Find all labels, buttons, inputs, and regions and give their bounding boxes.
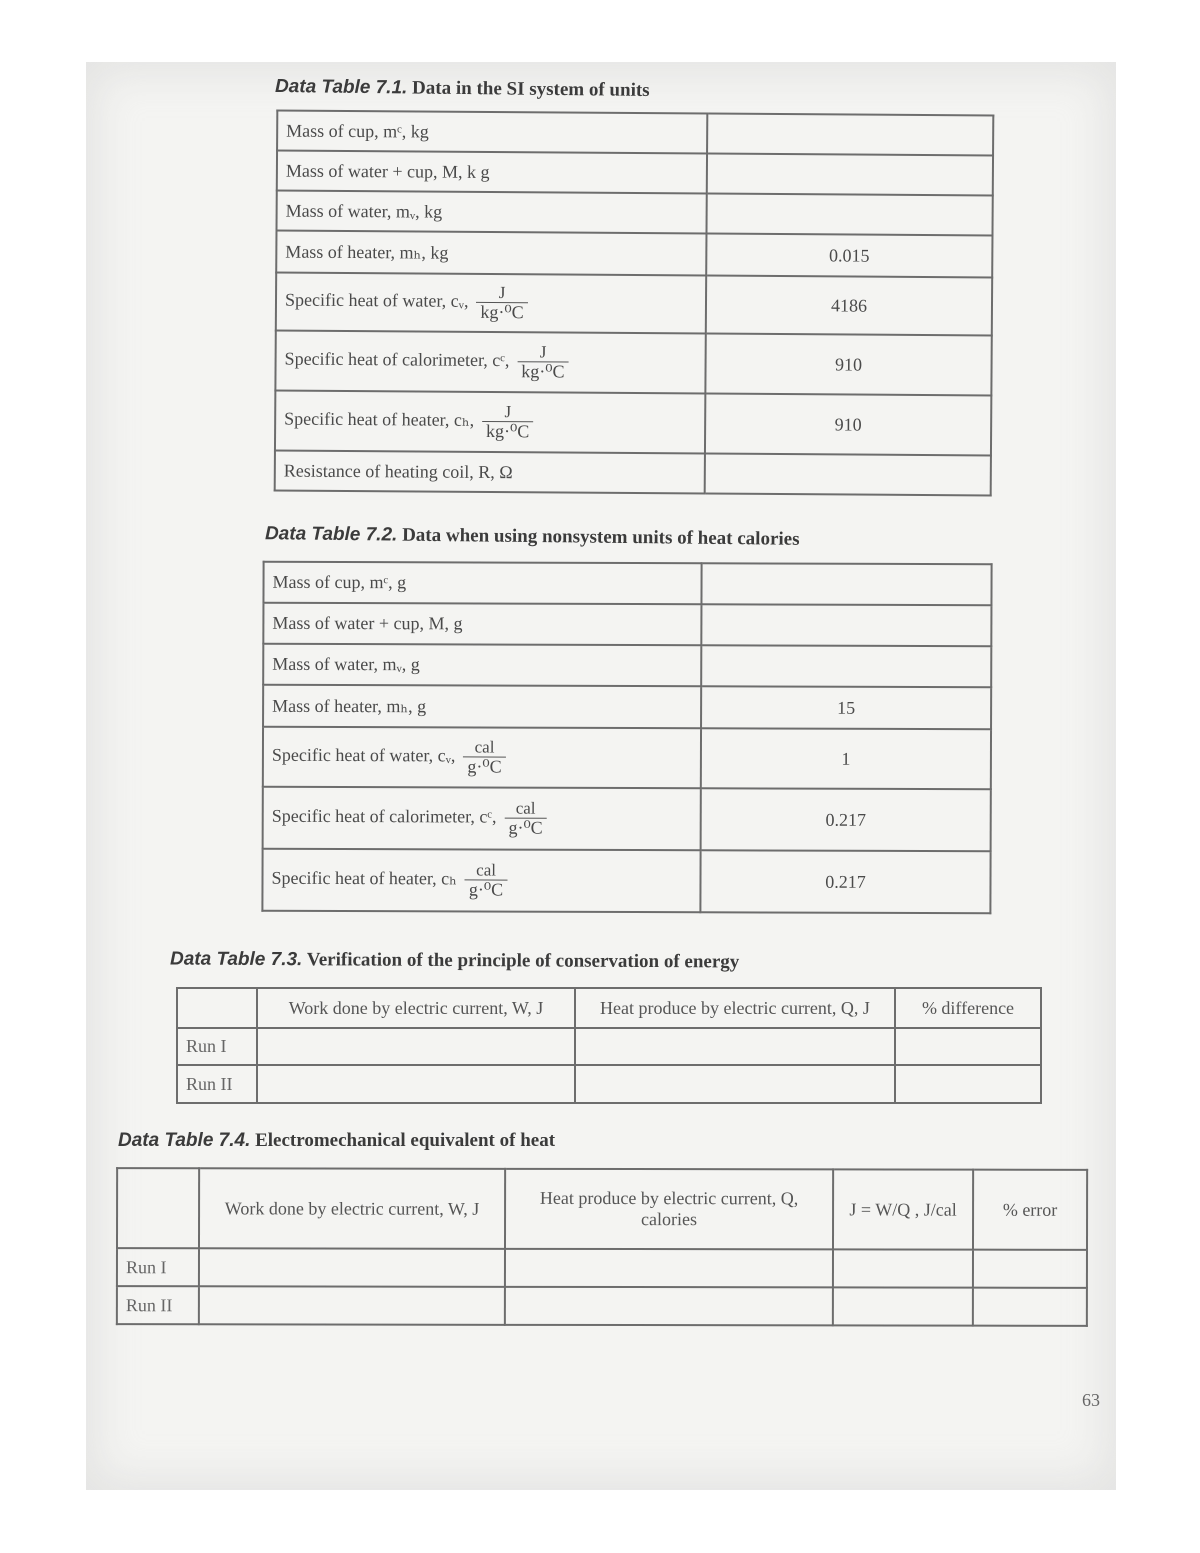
unit-denominator: g·⁰C	[468, 879, 504, 900]
unit-fraction	[504, 800, 546, 838]
empty-cell	[973, 1288, 1087, 1326]
table4-caption-lead: Data Table 7.4.	[118, 1130, 251, 1151]
row-label: Specific heat of water, cᵥ,	[284, 289, 469, 311]
row-label: Mass of heater, mₕ, g	[263, 685, 701, 729]
row-label-cell	[263, 787, 701, 851]
table1-caption	[275, 76, 650, 102]
table-row	[263, 603, 991, 647]
unit-fraction	[463, 739, 505, 777]
table-row	[275, 450, 991, 495]
header-cell: Work done by electric current, W, J	[257, 988, 575, 1028]
unit-numerator: cal	[504, 800, 546, 819]
header-cell	[177, 988, 257, 1028]
table2-caption-rest: Data when using nonsystem units of heat calories	[397, 524, 800, 550]
run-label: Run II	[117, 1286, 199, 1324]
empty-cell	[895, 1028, 1041, 1065]
table-row	[263, 727, 991, 790]
empty-cell	[199, 1248, 505, 1287]
empty-cell	[257, 1065, 575, 1103]
table3-caption-lead: Data Table 7.3.	[169, 948, 303, 971]
unit-numerator: J	[482, 403, 533, 422]
table-row	[263, 562, 991, 606]
row-value: 910	[705, 334, 991, 396]
unit-denominator: kg·⁰C	[486, 420, 530, 442]
page-number: 63	[1082, 1390, 1100, 1410]
table1	[274, 109, 995, 496]
row-value: 1	[701, 728, 991, 789]
header-cell: Heat produce by electric current, Q, calories	[505, 1169, 833, 1250]
row-label: Specific heat of calorimeter, cᶜ,	[284, 348, 510, 371]
row-label: Specific heat of calorimeter, cᶜ,	[271, 805, 497, 827]
unit-fraction	[517, 343, 568, 381]
unit-fraction	[465, 862, 507, 900]
table-row	[177, 1065, 1041, 1103]
row-label-cell	[275, 330, 705, 393]
row-label: Mass of water + cup, M, k g	[277, 151, 707, 194]
row-value	[707, 154, 993, 196]
header-cell: % difference	[895, 988, 1041, 1028]
row-value: 0.015	[706, 234, 992, 278]
row-label: Specific heat of heater, cₕ,	[284, 408, 475, 431]
table-row	[117, 1248, 1087, 1288]
empty-cell	[833, 1287, 973, 1325]
unit-denominator: kg·⁰C	[480, 301, 524, 323]
table-row	[276, 273, 992, 336]
empty-cell	[895, 1065, 1041, 1103]
table3	[176, 987, 1042, 1104]
unit-denominator: g·⁰C	[508, 817, 543, 838]
table4	[116, 1167, 1088, 1327]
table-row	[263, 787, 991, 852]
empty-cell	[575, 1065, 895, 1103]
table-row	[263, 685, 991, 730]
row-label: Specific heat of heater, cₕ	[271, 867, 458, 889]
row-value: 4186	[706, 276, 992, 336]
row-label: Mass of heater, mₕ, kg	[276, 231, 706, 276]
table-row	[262, 849, 990, 914]
header-cell: Heat produce by electric current, Q, J	[575, 988, 895, 1028]
table-row	[277, 151, 993, 196]
empty-cell	[505, 1249, 833, 1288]
row-label: Resistance of heating coil, R, Ω	[275, 450, 705, 493]
table2	[261, 561, 992, 915]
row-value	[705, 453, 991, 495]
table4-caption	[118, 1130, 555, 1152]
unit-fraction	[476, 284, 527, 322]
header-cell: J = W/Q , J/cal	[833, 1169, 973, 1249]
row-label-cell	[262, 849, 700, 913]
run-label: Run I	[117, 1248, 199, 1286]
run-label: Run II	[177, 1065, 257, 1103]
empty-cell	[575, 1028, 895, 1065]
unit-denominator: g·⁰C	[467, 756, 502, 777]
row-label: Mass of water, mᵥ, kg	[276, 191, 706, 234]
table-row	[263, 644, 991, 688]
header-cell: Work done by electric current, W, J	[199, 1168, 505, 1249]
unit-fraction	[482, 403, 533, 441]
empty-cell	[505, 1287, 833, 1326]
row-value: 0.217	[700, 850, 990, 913]
run-label: Run I	[177, 1028, 257, 1065]
row-value	[701, 563, 991, 605]
empty-cell	[257, 1028, 575, 1065]
unit-numerator: cal	[463, 739, 505, 758]
row-label-cell	[275, 390, 705, 453]
row-label: Specific heat of water, cᵥ,	[271, 744, 456, 766]
table3-caption	[170, 949, 739, 974]
empty-cell	[833, 1249, 973, 1287]
table-header-row	[177, 988, 1041, 1028]
table-row	[276, 191, 992, 236]
table4-caption-rest: Electromechanical equivalent of heat	[250, 1130, 556, 1151]
row-label: Mass of water + cup, M, g	[263, 603, 701, 646]
unit-denominator: kg·⁰C	[521, 361, 565, 382]
table-header-row	[117, 1168, 1087, 1250]
table-row	[117, 1286, 1087, 1326]
row-value	[707, 114, 993, 156]
table-row	[177, 1028, 1041, 1065]
row-label-cell	[276, 273, 706, 334]
table2-caption-lead: Data Table 7.2.	[264, 523, 398, 546]
unit-numerator: J	[476, 284, 527, 303]
empty-cell	[973, 1250, 1087, 1288]
row-value	[701, 645, 991, 687]
table1-caption-rest: Data in the SI system of units	[407, 77, 650, 101]
row-value	[706, 194, 992, 236]
header-cell: % error	[973, 1170, 1087, 1250]
table3-caption-rest: Verification of the principle of conservation of energy	[302, 949, 740, 973]
header-cell	[117, 1168, 199, 1248]
row-label: Mass of cup, mᶜ, g	[263, 562, 701, 605]
table-row	[276, 231, 992, 278]
row-value: 15	[701, 686, 991, 729]
table1-caption-lead: Data Table 7.1.	[274, 76, 408, 99]
row-value	[701, 604, 991, 646]
unit-numerator: cal	[465, 862, 507, 881]
table-row	[277, 111, 993, 156]
unit-numerator: J	[517, 343, 568, 362]
row-value: 0.217	[701, 788, 991, 851]
row-label: Mass of water, mᵥ, g	[263, 644, 701, 687]
row-value: 910	[705, 394, 991, 456]
table-row	[275, 330, 991, 395]
table-row	[275, 390, 991, 455]
empty-cell	[199, 1286, 505, 1325]
row-label: Mass of cup, mᶜ, kg	[277, 111, 707, 154]
row-label-cell	[263, 727, 701, 789]
